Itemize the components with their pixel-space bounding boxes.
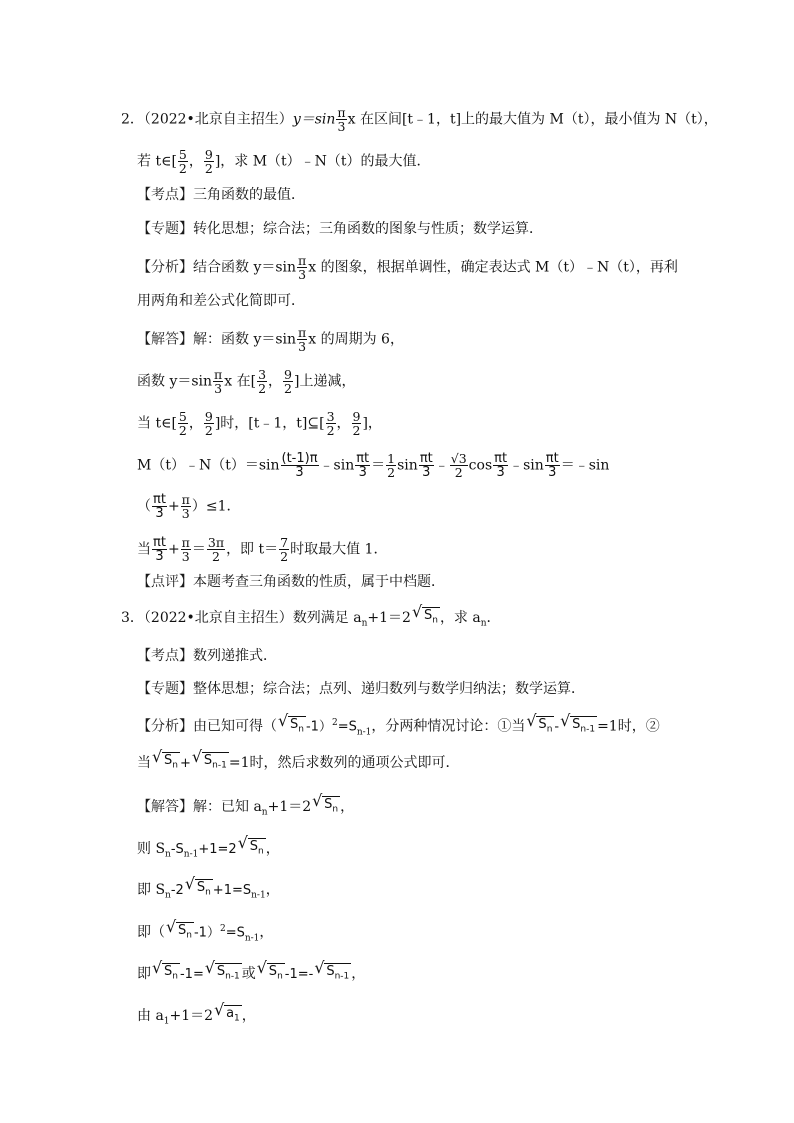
p2-fenxi-line2: 用两角和差公式化简即可． xyxy=(137,293,305,309)
p3-fenxi-line1: 【分析】由已知可得（ √ $S_n$ $-1)^2=S_{n-1}$，分两种情况讨论：①当 √ $S_n$ - √ $S_{n-1} =1$时，② xyxy=(137,710,660,738)
p2-jieda-line2: 函数 y＝sin $\frac{\pi}{3}$ x 在[ $\frac{3}{2}$ ， $\frac{9}{2}$ ]上递减， xyxy=(137,367,356,396)
p2-dianping: 【点评】本题考查三角函数的性质，属于中档题． xyxy=(137,574,445,590)
p3-line6: 由 $a_1+1=2$ √ $a_1$ ， xyxy=(137,1000,256,1027)
p3-line4: 即（ √ $S_n$ $-1)^2=S_{n-1}$， xyxy=(137,916,274,944)
p2-stem-line1: 2．（2022•北京自主招生）y＝sin $\frac{\pi}{3}$ x 在区间[t﹣1，t]上的最大值为 M（t），最小值为 N（t）， xyxy=(121,105,718,134)
p3-line3: 即 $S_n-2$ √ $S_n +1=S_{n-1}$， xyxy=(137,874,280,901)
p3-stem: 3．（2022•北京自主招生）数列满足 $a_n+1=2$ √ $S_n$ ，求 $a_n$． xyxy=(121,602,501,629)
p3-line5: 即 √ $S_n$ -1= √ $S_{n-1}$ 或 √ $S_n$ -1=- √ $S_{n-1}$ ， xyxy=(137,958,366,982)
p2-stem-line2: 若 t∈[ $\frac{5}{2}$ ， $\frac{9}{2}$ ]，求 M（t）﹣N（t）的最大值． xyxy=(137,147,431,176)
p2-jieda-line3: 当 t∈[ $\frac{5}{2}$ ， $\frac{9}{2}$ ]时，[t﹣1，t]⊆[ $\frac{3}{2}$ ， $\frac{9}{2}$ ]， xyxy=(137,409,382,438)
p3-fenxi-line2: 当 √ $S_n$ + √ $S_{n-1} =1$时，然后求数列的通项公式即可． xyxy=(137,747,460,771)
p2-jieda-line5: （ $\frac{\pi t}{3}$ + $\frac{\pi}{3}$ ）≤1． xyxy=(137,492,241,521)
problem-source: （2022•北京自主招生） xyxy=(143,609,293,626)
fraction: $\frac{\pi}{3}$ xyxy=(337,105,346,134)
p2-jieda-line4: M（t）﹣N（t）＝sin $\frac{(t-1)\pi}{3}$ ﹣sin $\frac{\pi t}{3}$ ＝ $\frac{1}{2}$ sin $\frac{\pi t}{3}$ ﹣ $\frac{√3}{2}$ cos $\frac{\pi t}{3}$ ﹣sin $\frac{\pi t}{3}$ ＝﹣sin xyxy=(137,451,610,480)
p2-kaodian: 【考点】三角函数的最值． xyxy=(137,187,305,203)
problem-number: 3． xyxy=(121,609,144,626)
p3-zhuanti: 【专题】整体思想；综合法；点列、递归数列与数学归纳法；数学运算． xyxy=(137,681,585,697)
problem-source: （2022•北京自主招生） xyxy=(143,111,293,128)
p2-jieda-line1: 【解答】解：函数 y＝sin $\frac{\pi}{3}$ x 的周期为 6， xyxy=(137,325,404,354)
p2-jieda-line6: 当 $\frac{\pi t}{3}$ + $\frac{\pi}{3}$ ＝ $\frac{3\pi}{2}$ ，即 t＝ $\frac{7}{2}$ 时取最大值 1． xyxy=(137,535,388,564)
p2-zhuanti: 【专题】转化思想；综合法；三角函数的图象与性质；数学运算． xyxy=(137,221,543,237)
problem-number: 2． xyxy=(121,111,144,128)
p3-jieda-line1: 【解答】解：已知 $a_n+1=2$ √ $S_n$ ， xyxy=(137,791,355,818)
p2-fenxi-line1: 【分析】结合函数 y＝sin $\frac{\pi}{3}$ x 的图象，根据单调性，确定表达式 M（t）﹣N（t），再利 xyxy=(137,253,678,282)
p3-kaodian: 【考点】数列递推式． xyxy=(137,648,277,664)
p3-line2: 则 $S_n-S_{n-1}+1=2$ √ $S_n$ ， xyxy=(137,833,280,860)
